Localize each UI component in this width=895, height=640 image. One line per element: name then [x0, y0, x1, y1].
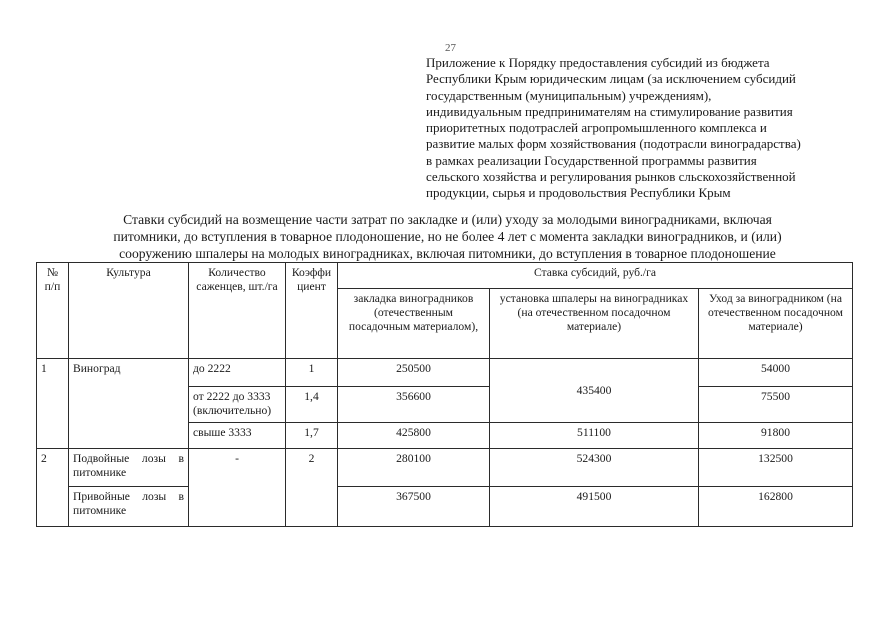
document-title: [20, 211, 875, 262]
cell-trellis: 511100: [490, 423, 699, 449]
appendix-line: Приложение к Порядку предоставления субсидий из бюджета: [426, 55, 770, 70]
appendix-line: индивидуальным предпринимателям на стимулирование развития: [426, 103, 793, 119]
cell-quantity: до 2222: [189, 359, 286, 387]
title-line: Ставки субсидий на возмещение части затрат по закладке и (или) уходу за молодыми виноградниками, включая: [123, 212, 772, 227]
header-care: Уход за виноградником (на отечественном посадочном материале): [699, 289, 853, 359]
cell-care: 132500: [699, 449, 853, 487]
appendix-line: продукции, сырья и продовольствия Республики Крым: [426, 185, 731, 201]
cell-coefficient: 1,7: [286, 423, 338, 449]
cell-trellis: 435400: [490, 359, 699, 423]
cell-care: 54000: [699, 359, 853, 387]
title-line: сооружению шпалеры на молодых виноградниках, включая питомники, до вступления в товарное плодоношение: [119, 246, 776, 261]
header-rate: Ставка субсидий, руб./га: [338, 263, 853, 289]
header-coefficient: Коэффи циент: [286, 263, 338, 359]
cell-quantity: свыше 3333: [189, 423, 286, 449]
cell-coefficient: 2: [286, 449, 338, 527]
cell-planting: 367500: [338, 487, 490, 527]
page-number: 27: [445, 42, 456, 54]
header-culture: Культура: [69, 263, 189, 359]
cell-culture: Привойные лозы в питомнике: [69, 487, 189, 527]
cell-care: 75500: [699, 387, 853, 423]
cell-culture: Подвойные лозы в питомнике: [69, 449, 189, 487]
cell-planting: 280100: [338, 449, 490, 487]
cell-coefficient: 1: [286, 359, 338, 387]
appendix-line: в рамках реализации Государственной программы развития: [426, 152, 757, 168]
appendix-line: сельского хозяйства и регулирования рынков сльскохозяйственной: [426, 169, 796, 185]
cell-coefficient: 1,4: [286, 387, 338, 423]
table-row: [37, 359, 853, 387]
cell-culture: Виноград: [69, 359, 189, 449]
cell-trellis: 491500: [490, 487, 699, 527]
cell-quantity: от 2222 до 3333 (включительно): [189, 387, 286, 423]
appendix-line: Республики Крым юридическим лицам (за исключением субсидий: [426, 71, 796, 87]
cell-quantity: -: [189, 449, 286, 527]
table-row: [37, 449, 853, 487]
appendix-line: развитие малых форм хозяйствования (подотрасли виноградарства): [426, 136, 801, 152]
title-line: питомники, до вступления в товарное плодоношение, но не более 4 лет с момента закладки виноградников, и (или): [113, 229, 782, 244]
appendix-line: государственным (муниципальным) учреждениям),: [426, 87, 712, 103]
header-trellis: установка шпалеры на виноградниках (на отечественном посадочном материале): [490, 289, 699, 359]
header-num: № п/п: [37, 263, 69, 359]
appendix-line: приоритетных подотраслей агропромышленного комплекса и: [426, 120, 767, 136]
cell-planting: 356600: [338, 387, 490, 423]
cell-care: 162800: [699, 487, 853, 527]
cell-num: 1: [37, 359, 69, 449]
table-row: [37, 487, 853, 527]
header-quantity: Количество саженцев, шт./га: [189, 263, 286, 359]
appendix-note: [426, 55, 866, 202]
cell-trellis: 524300: [490, 449, 699, 487]
header-planting: закладка виноградников (отечественным посадочным материалом),: [338, 289, 490, 359]
cell-planting: 250500: [338, 359, 490, 387]
subsidy-rates-table: [36, 262, 853, 527]
cell-num: 2: [37, 449, 69, 527]
cell-planting: 425800: [338, 423, 490, 449]
cell-care: 91800: [699, 423, 853, 449]
